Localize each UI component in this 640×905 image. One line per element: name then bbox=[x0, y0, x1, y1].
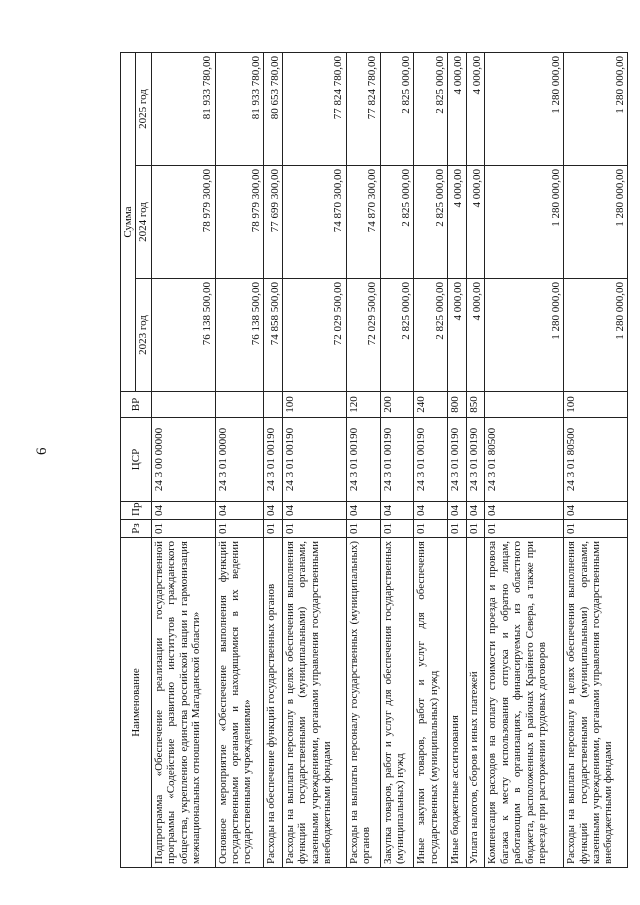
row-rz: 01 bbox=[264, 520, 283, 538]
page-number: 6 bbox=[34, 447, 50, 455]
row-value-2024: 2 825 000,00 bbox=[380, 166, 414, 279]
row-value-2024: 1 280 000,00 bbox=[564, 166, 628, 279]
header-sum: Сумма bbox=[121, 53, 136, 392]
row-value-2024: 74 870 300,00 bbox=[346, 166, 380, 279]
row-value-2024: 74 870 300,00 bbox=[283, 166, 347, 279]
row-rz: 01 bbox=[346, 520, 380, 538]
row-rz: 01 bbox=[414, 520, 448, 538]
row-value-2024: 78 979 300,00 bbox=[215, 166, 264, 279]
table-row bbox=[380, 53, 414, 868]
row-value-2023: 4 000,00 bbox=[466, 279, 485, 392]
row-value-2023: 2 825 000,00 bbox=[380, 279, 414, 392]
header-row-1 bbox=[121, 53, 136, 868]
row-csr: 24 3 01 80500 bbox=[485, 418, 564, 502]
row-value-2025: 81 933 780,00 bbox=[215, 53, 264, 166]
row-value-2024: 4 000,00 bbox=[447, 166, 466, 279]
row-value-2025: 77 824 780,00 bbox=[346, 53, 380, 166]
table-row bbox=[151, 53, 215, 868]
row-pr: 04 bbox=[346, 502, 380, 520]
row-value-2023: 76 138 500,00 bbox=[151, 279, 215, 392]
header-rz: Рз bbox=[121, 520, 152, 538]
header-2024: 2024 год bbox=[136, 166, 151, 279]
header-vr: ВР bbox=[121, 392, 152, 418]
row-value-2023: 2 825 000,00 bbox=[414, 279, 448, 392]
row-pr: 04 bbox=[215, 502, 264, 520]
table-row bbox=[283, 53, 347, 868]
row-csr: 24 3 01 00000 bbox=[215, 418, 264, 502]
header-csr: ЦСР bbox=[121, 418, 152, 502]
row-pr: 04 bbox=[564, 502, 628, 520]
header-2023: 2023 год bbox=[136, 279, 151, 392]
row-value-2025: 4 000,00 bbox=[447, 53, 466, 166]
row-csr: 24 3 01 00190 bbox=[283, 418, 347, 502]
row-name: Расходы на выплаты персоналу государственных (муниципальных) органов bbox=[346, 538, 380, 868]
row-value-2025: 1 280 000,00 bbox=[485, 53, 564, 166]
row-rz: 01 bbox=[380, 520, 414, 538]
row-vr: 800 bbox=[447, 392, 466, 418]
row-rz: 01 bbox=[564, 520, 628, 538]
row-pr: 04 bbox=[485, 502, 564, 520]
row-name: Основное мероприятие «Обеспечение выполнения функций государственными органами и находящимися в их ведении государственными учреждениями» bbox=[215, 538, 264, 868]
header-2025: 2025 год bbox=[136, 53, 151, 166]
row-value-2025: 77 824 780,00 bbox=[283, 53, 347, 166]
row-pr: 04 bbox=[151, 502, 215, 520]
row-value-2023: 74 858 500,00 bbox=[264, 279, 283, 392]
row-csr: 24 3 01 80500 bbox=[564, 418, 628, 502]
row-name: Расходы на обеспечение функций государственных органов bbox=[264, 538, 283, 868]
row-value-2023: 72 029 500,00 bbox=[346, 279, 380, 392]
rotated-table-container bbox=[120, 53, 628, 868]
row-vr bbox=[485, 392, 564, 418]
row-name: Подпрограмма «Обеспечение реализации государственной программы «Содействие развитию институтов гражданского общества, укреплению единства российской нации и гармонизация межнациональных отношений Магаданской области» bbox=[151, 538, 215, 868]
row-name: Компенсация расходов на оплату стоимости проезда и провоза багажа к месту использования отпуска и обратно лицам, работающим в организациях, финансируемых из областного бюджета, расположенных в районах Крайнего Севера, а также при переезде при расторжении трудовых договоров bbox=[485, 538, 564, 868]
header-name: Наименование bbox=[121, 538, 152, 868]
row-pr: 04 bbox=[466, 502, 485, 520]
row-pr: 04 bbox=[264, 502, 283, 520]
row-csr: 24 3 01 00190 bbox=[466, 418, 485, 502]
row-rz: 01 bbox=[151, 520, 215, 538]
row-pr: 04 bbox=[447, 502, 466, 520]
row-vr: 850 bbox=[466, 392, 485, 418]
row-pr: 04 bbox=[283, 502, 347, 520]
table-row bbox=[264, 53, 283, 868]
row-value-2024: 2 825 000,00 bbox=[414, 166, 448, 279]
row-rz: 01 bbox=[215, 520, 264, 538]
row-vr: 100 bbox=[283, 392, 347, 418]
row-value-2023: 1 280 000,00 bbox=[485, 279, 564, 392]
row-value-2023: 76 138 500,00 bbox=[215, 279, 264, 392]
row-vr: 200 bbox=[380, 392, 414, 418]
row-name: Иные закупки товаров, работ и услуг для обеспечения государственных (муниципальных) нужд bbox=[414, 538, 448, 868]
table-row bbox=[346, 53, 380, 868]
row-value-2024: 4 000,00 bbox=[466, 166, 485, 279]
row-csr: 24 3 01 00190 bbox=[380, 418, 414, 502]
table-row bbox=[447, 53, 466, 868]
row-value-2025: 2 825 000,00 bbox=[380, 53, 414, 166]
row-csr: 24 3 01 00190 bbox=[447, 418, 466, 502]
row-value-2025: 1 280 000,00 bbox=[564, 53, 628, 166]
row-rz: 01 bbox=[466, 520, 485, 538]
row-vr: 120 bbox=[346, 392, 380, 418]
row-value-2023: 1 280 000,00 bbox=[564, 279, 628, 392]
row-rz: 01 bbox=[447, 520, 466, 538]
row-value-2025: 80 653 780,00 bbox=[264, 53, 283, 166]
row-pr: 04 bbox=[414, 502, 448, 520]
row-rz: 01 bbox=[283, 520, 347, 538]
row-vr: 100 bbox=[564, 392, 628, 418]
row-value-2023: 72 029 500,00 bbox=[283, 279, 347, 392]
row-csr: 24 3 01 00190 bbox=[414, 418, 448, 502]
row-value-2024: 78 979 300,00 bbox=[151, 166, 215, 279]
row-csr: 24 3 00 00000 bbox=[151, 418, 215, 502]
row-rz: 01 bbox=[485, 520, 564, 538]
row-csr: 24 3 01 00190 bbox=[346, 418, 380, 502]
row-value-2025: 81 933 780,00 bbox=[151, 53, 215, 166]
row-value-2023: 4 000,00 bbox=[447, 279, 466, 392]
row-name: Расходы на выплаты персоналу в целях обеспечения выполнения функций государственными (муниципальными) органами, казенными учреждениями, органами управления государственными внебюджетными фондами bbox=[283, 538, 347, 868]
row-name: Иные бюджетные ассигнования bbox=[447, 538, 466, 868]
row-value-2024: 1 280 000,00 bbox=[485, 166, 564, 279]
table-row bbox=[466, 53, 485, 868]
row-name: Расходы на выплаты персоналу в целях обеспечения выполнения функций государственными (муниципальными) органами, казенными учреждениями, органами управления государственными внебюджетными фондами bbox=[564, 538, 628, 868]
header-pr: Пр bbox=[121, 502, 152, 520]
row-vr: 240 bbox=[414, 392, 448, 418]
row-csr: 24 3 01 00190 bbox=[264, 418, 283, 502]
row-vr bbox=[151, 392, 215, 418]
budget-table bbox=[120, 52, 628, 868]
table-row bbox=[485, 53, 564, 868]
row-vr bbox=[264, 392, 283, 418]
row-name: Уплата налогов, сборов и иных платежей bbox=[466, 538, 485, 868]
row-value-2025: 4 000,00 bbox=[466, 53, 485, 166]
row-value-2024: 77 699 300,00 bbox=[264, 166, 283, 279]
row-pr: 04 bbox=[380, 502, 414, 520]
row-vr bbox=[215, 392, 264, 418]
row-value-2025: 2 825 000,00 bbox=[414, 53, 448, 166]
table-row bbox=[215, 53, 264, 868]
table-row bbox=[414, 53, 448, 868]
table-row bbox=[564, 53, 628, 868]
row-name: Закупка товаров, работ и услуг для обеспечения государственных (муниципальных) нужд bbox=[380, 538, 414, 868]
